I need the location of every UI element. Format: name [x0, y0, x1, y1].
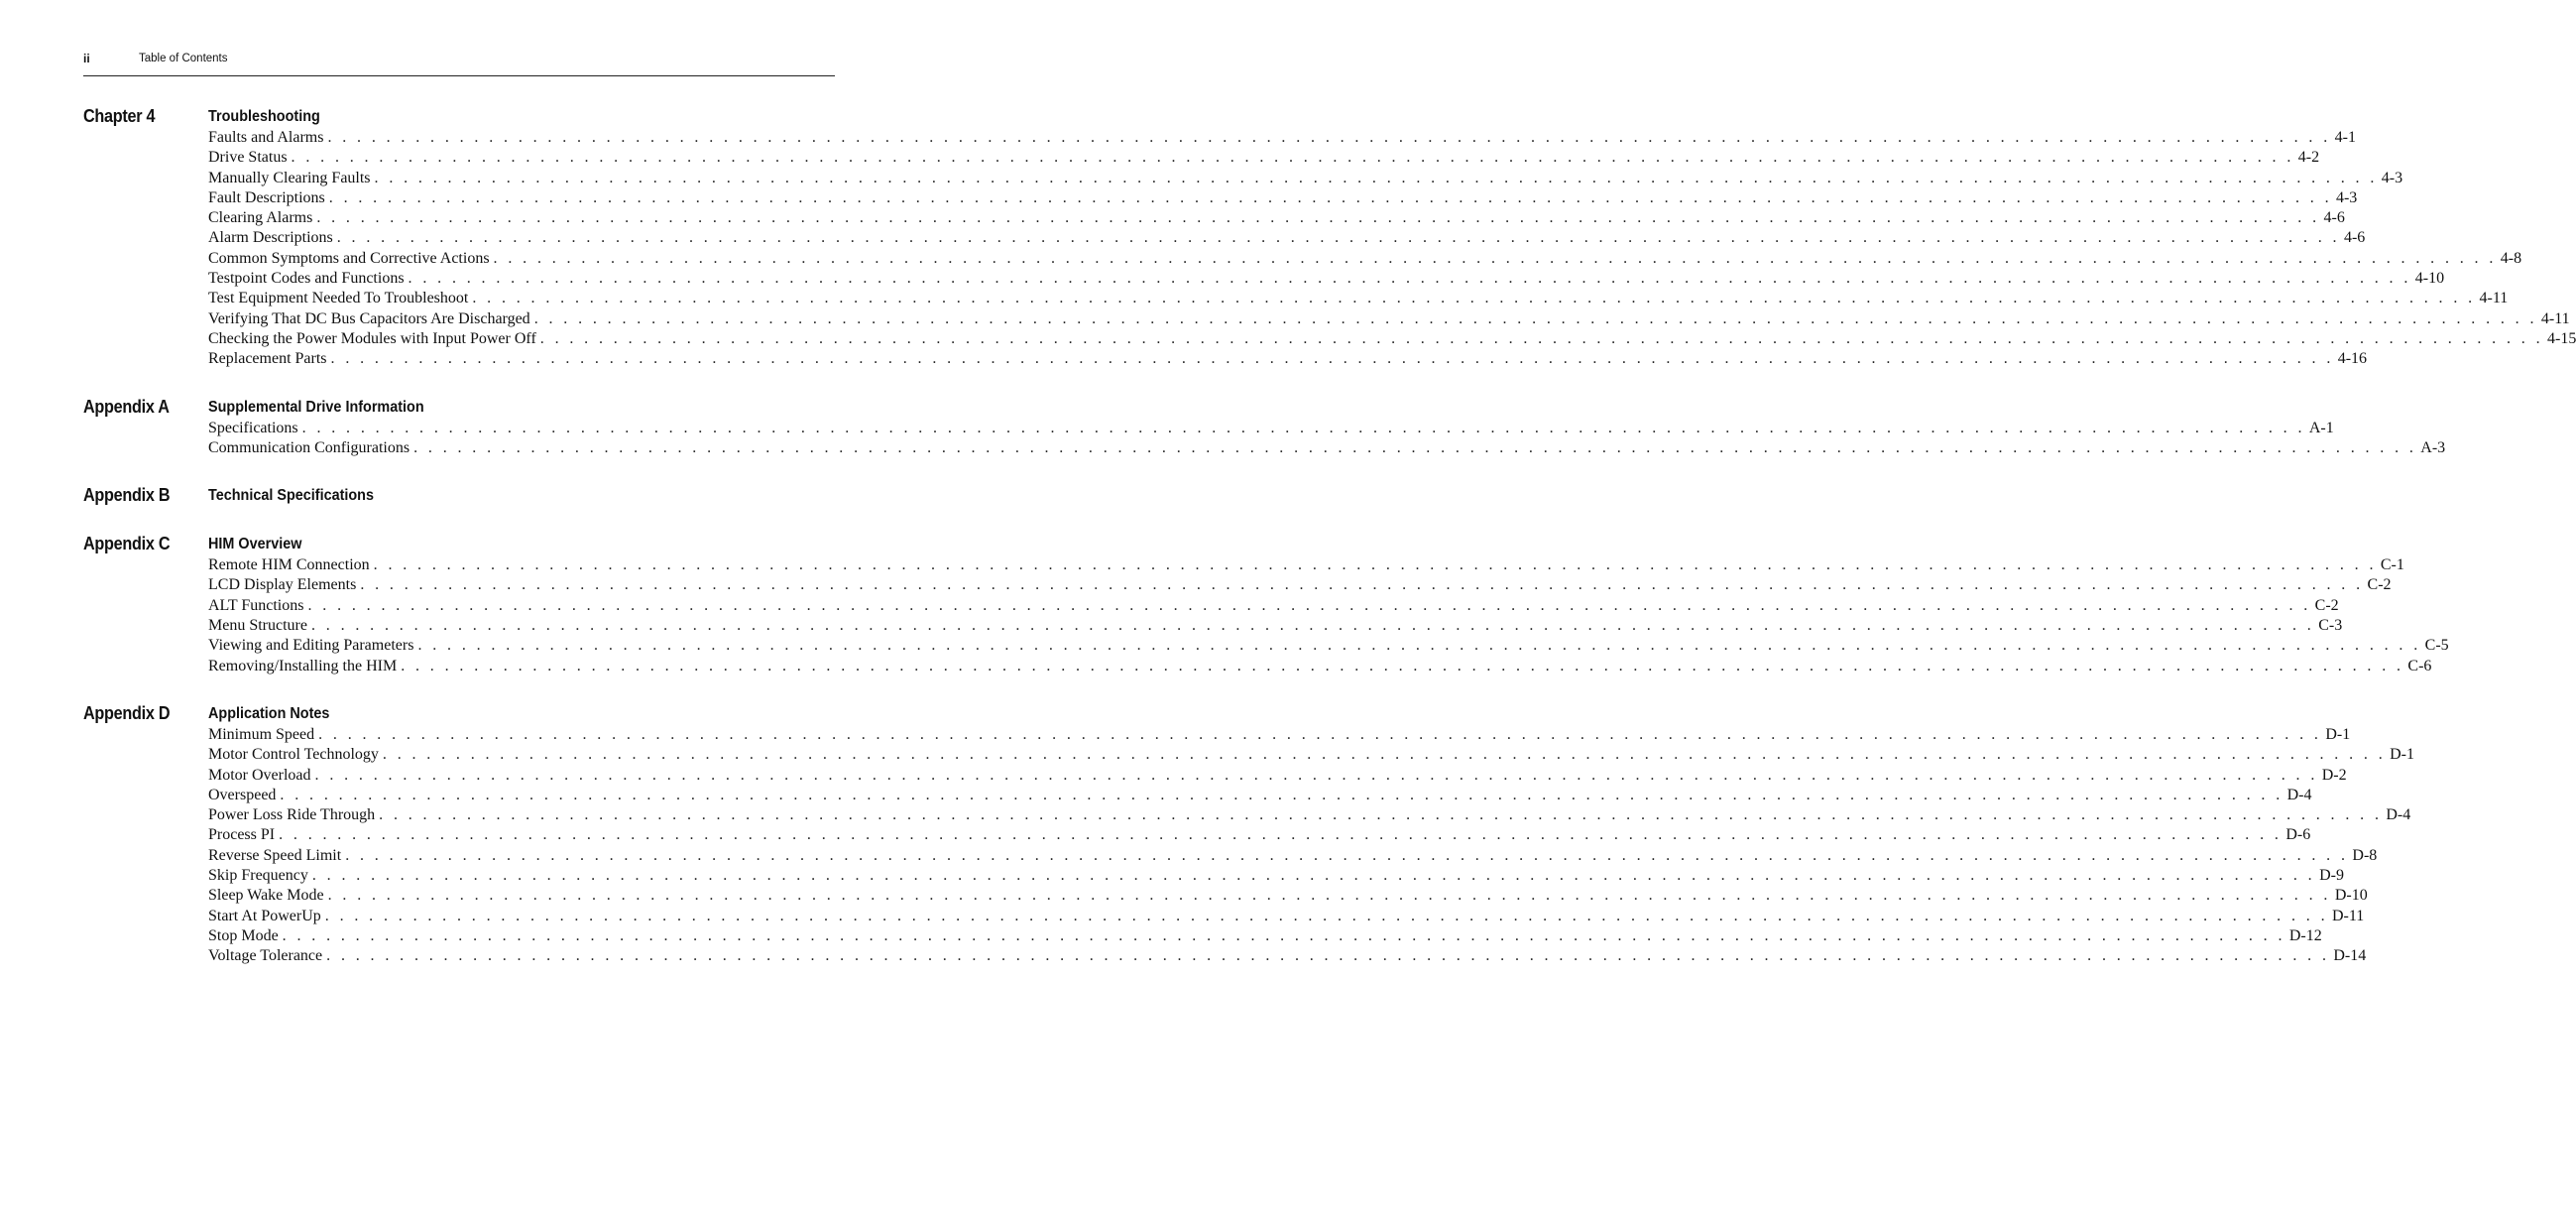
toc-entry[interactable]	[208, 269, 2445, 289]
dot-leader: . . . . . . . . . . . . . . . . . . . . . . . . . . . . . . . . . . . . . . . . . . . . . . . . . . . . . . . . . . . . . . . . . . . . . . . . . . . . . . . . . . . . . . . . . . . . . . . . . . . . . . . . . . . . . . . . . . . . . . . . . . . . . . . . . . . . . . . . .	[326, 947, 2330, 965]
entry-page-number[interactable]: D-2	[2321, 766, 2347, 784]
toc-entry[interactable]	[208, 309, 2570, 329]
toc-entry[interactable]	[208, 657, 2432, 676]
entry-title[interactable]: ALT Functions	[208, 596, 304, 614]
entry-page-number[interactable]: 4-16	[2337, 350, 2368, 368]
entry-title[interactable]: Motor Overload	[208, 766, 311, 784]
toc-entry[interactable]	[208, 228, 2366, 248]
toc-entry[interactable]	[208, 169, 2403, 188]
entry-title[interactable]: Sleep Wake Mode	[208, 887, 324, 905]
section-title[interactable]: Troubleshooting	[208, 108, 320, 125]
entry-title[interactable]: Removing/Installing the HIM	[208, 657, 398, 674]
section-label: Appendix A	[83, 396, 170, 417]
table-of-contents	[83, 106, 2576, 994]
entry-title[interactable]: Checking the Power Modules with Input Power Off	[208, 329, 536, 347]
toc-entry[interactable]	[208, 886, 2368, 906]
entry-page-number[interactable]: D-9	[2319, 867, 2344, 885]
entry-page-number[interactable]: 4-6	[2323, 209, 2345, 227]
entry-page-number[interactable]: 4-11	[2479, 290, 2509, 307]
entry-title[interactable]: Power Loss Ride Through	[208, 806, 376, 824]
dot-leader: . . . . . . . . . . . . . . . . . . . . . . . . . . . . . . . . . . . . . . . . . . . . . . . . . . . . . . . . . . . . . . . . . . . . . . . . . . . . . . . . . . . . . . . . . . . . . . . . . . . . . . . . . . . . . . . . . . . . . . . . . . . . . . . . . . . . . . . . .	[413, 438, 2417, 456]
entry-list	[208, 725, 2414, 967]
entry-page-number[interactable]: D-10	[2334, 887, 2368, 905]
entry-list	[208, 128, 2576, 370]
section-title[interactable]: Supplemental Drive Information	[208, 398, 424, 416]
toc-entry[interactable]	[208, 745, 2414, 765]
entry-page-number[interactable]: A-3	[2420, 438, 2446, 456]
dot-leader: . . . . . . . . . . . . . . . . . . . . . . . . . . . . . . . . . . . . . . . . . . . . . . . . . . . . . . . . . . . . . . . . . . . . . . . . . . . . . . . . . . . . . . . . . . . . . . . . . . . . . . . . . . . . . . . . . . . . . . . . . . . . . . . . . . . . . . . . .	[360, 576, 2364, 594]
entry-title[interactable]: Specifications	[208, 419, 298, 436]
entry-page-number[interactable]: 4-2	[2297, 149, 2320, 167]
dot-leader: . . . . . . . . . . . . . . . . . . . . . . . . . . . . . . . . . . . . . . . . . . . . . . . . . . . . . . . . . . . . . . . . . . . . . . . . . . . . . . . . . . . . . . . . . . . . . . . . . . . . . . . . . . . . . . . . . . . . . . . . . . . . . . . . . . . . . . . . .	[310, 617, 2315, 635]
dot-leader: . . . . . . . . . . . . . . . . . . . . . . . . . . . . . . . . . . . . . . . . . . . . . . . . . . . . . . . . . . . . . . . . . . . . . . . . . . . . . . . . . . . . . . . . . . . . . . . . . . . . . . . . . . . . . . . . . . . . . . . . . . . . . . . . . . . . . . . . .	[382, 746, 2387, 764]
page-header	[83, 52, 835, 76]
entry-title[interactable]: Stop Mode	[208, 926, 279, 944]
toc-entry[interactable]	[208, 636, 2449, 656]
dot-leader: . . . . . . . . . . . . . . . . . . . . . . . . . . . . . . . . . . . . . . . . . . . . . . . . . . . . . . . . . . . . . . . . . . . . . . . . . . . . . . . . . . . . . . . . . . . . . . . . . . . . . . . . . . . . . . . . . . . . . . . . . . . . . . . . . . . . . . . . .	[417, 637, 2421, 655]
toc-entry[interactable]	[208, 846, 2378, 866]
entry-title[interactable]: Alarm Descriptions	[208, 229, 333, 247]
toc-entry[interactable]	[208, 438, 2446, 458]
entry-list	[208, 419, 2446, 459]
dot-leader: . . . . . . . . . . . . . . . . . . . . . . . . . . . . . . . . . . . . . . . . . . . . . . . . . . . . . . . . . . . . . . . . . . . . . . . . . . . . . . . . . . . . . . . . . . . . . . . . . . . . . . . . . . . . . . . . . . . . . . . . . . . . . . . . . . . . . . . . .	[316, 209, 2320, 227]
section-label: Chapter 4	[83, 106, 156, 126]
entry-title[interactable]: Process PI	[208, 826, 276, 844]
toc-entry[interactable]	[208, 555, 2404, 575]
dot-leader: . . . . . . . . . . . . . . . . . . . . . . . . . . . . . . . . . . . . . . . . . . . . . . . . . . . . . . . . . . . . . . . . . . . . . . . . . . . . . . . . . . . . . . . . . . . . . . . . . . . . . . . . . . . . . . . . . . . . . . . . . . . . . . . . . . . . . . . . .	[493, 249, 2497, 267]
entry-title[interactable]: Drive Status	[208, 149, 288, 167]
toc-section	[83, 534, 2449, 676]
entry-list	[208, 555, 2449, 676]
entry-page-number[interactable]: C-6	[2407, 657, 2432, 674]
dot-leader: . . . . . . . . . . . . . . . . . . . . . . . . . . . . . . . . . . . . . . . . . . . . . . . . . . . . . . . . . . . . . . . . . . . . . . . . . . . . . . . . . . . . . . . . . . . . . . . . . . . . . . . . . . . . . . . . . . . . . . . . . . . . . . . . . . . . . . . . .	[318, 725, 2322, 743]
dot-leader: . . . . . . . . . . . . . . . . . . . . . . . . . . . . . . . . . . . . . . . . . . . . . . . . . . . . . . . . . . . . . . . . . . . . . . . . . . . . . . . . . . . . . . . . . . . . . . . . . . . . . . . . . . . . . . . . . . . . . . . . . . . . . . . . . . . . . . . . .	[314, 766, 2318, 784]
entry-title[interactable]: Common Symptoms and Corrective Actions	[208, 249, 490, 267]
entry-page-number[interactable]: D-4	[2386, 806, 2411, 824]
entry-title[interactable]: Fault Descriptions	[208, 188, 325, 206]
entry-title[interactable]: Remote HIM Connection	[208, 556, 370, 574]
section-label: Appendix D	[83, 702, 171, 723]
entry-title[interactable]: Skip Frequency	[208, 867, 308, 885]
entry-page-number[interactable]: C-5	[2424, 637, 2449, 655]
toc-entry[interactable]	[208, 289, 2509, 308]
entry-page-number[interactable]: D-4	[2286, 786, 2312, 803]
running-title: Table of Contents	[139, 53, 228, 64]
entry-title[interactable]: Communication Configurations	[208, 438, 410, 456]
dot-leader: . . . . . . . . . . . . . . . . . . . . . . . . . . . . . . . . . . . . . . . . . . . . . . . . . . . . . . . . . . . . . . . . . . . . . . . . . . . . . . . . . . . . . . . . . . . . . . . . . . . . . . . . . . . . . . . . . . . . . . . . . . . . . . . . . . . . . . . . .	[279, 826, 2283, 844]
entry-page-number[interactable]: A-1	[2308, 419, 2334, 436]
toc-entry[interactable]	[208, 616, 2343, 636]
section-body	[208, 534, 2449, 676]
toc-entry[interactable]	[208, 128, 2356, 148]
dot-leader: . . . . . . . . . . . . . . . . . . . . . . . . . . . . . . . . . . . . . . . . . . . . . . . . . . . . . . . . . . . . . . . . . . . . . . . . . . . . . . . . . . . . . . . . . . . . . . . . . . . . . . . . . . . . . . . . . . . . . . . . . . . . . . . . . . . . . . . . .	[280, 786, 2283, 803]
section-label: Appendix B	[83, 485, 171, 506]
entry-title[interactable]: Motor Control Technology	[208, 746, 379, 764]
dot-leader: . . . . . . . . . . . . . . . . . . . . . . . . . . . . . . . . . . . . . . . . . . . . . . . . . . . . . . . . . . . . . . . . . . . . . . . . . . . . . . . . . . . . . . . . . . . . . . . . . . . . . . . . . . . . . . . . . . . . . . . . . . . . . . . . . . . . . . . . .	[311, 867, 2316, 885]
dot-leader: . . . . . . . . . . . . . . . . . . . . . . . . . . . . . . . . . . . . . . . . . . . . . . . . . . . . . . . . . . . . . . . . . . . . . . . . . . . . . . . . . . . . . . . . . . . . . . . . . . . . . . . . . . . . . . . . . . . . . . . . . . . . . . . . . . . . . . . . .	[539, 329, 2543, 347]
entry-title[interactable]: Minimum Speed	[208, 725, 315, 743]
dot-leader: . . . . . . . . . . . . . . . . . . . . . . . . . . . . . . . . . . . . . . . . . . . . . . . . . . . . . . . . . . . . . . . . . . . . . . . . . . . . . . . . . . . . . . . . . . . . . . . . . . . . . . . . . . . . . . . . . . . . . . . . . . . . . . . . . . . . . . . . .	[408, 270, 2411, 288]
dot-leader: . . . . . . . . . . . . . . . . . . . . . . . . . . . . . . . . . . . . . . . . . . . . . . . . . . . . . . . . . . . . . . . . . . . . . . . . . . . . . . . . . . . . . . . . . . . . . . . . . . . . . . . . . . . . . . . . . . . . . . . . . . . . . . . . . . . . . . . . .	[472, 290, 2476, 307]
toc-entry[interactable]	[208, 786, 2312, 805]
entry-page-number[interactable]: 4-6	[2343, 229, 2366, 247]
dot-leader: . . . . . . . . . . . . . . . . . . . . . . . . . . . . . . . . . . . . . . . . . . . . . . . . . . . . . . . . . . . . . . . . . . . . . . . . . . . . . . . . . . . . . . . . . . . . . . . . . . . . . . . . . . . . . . . . . . . . . . . . . . . . . . . . . . . . . . . . .	[330, 350, 2334, 368]
entry-page-number[interactable]: 4-3	[2381, 169, 2403, 186]
entry-title[interactable]: Replacement Parts	[208, 350, 327, 368]
entry-title[interactable]: Start At PowerUp	[208, 907, 321, 924]
entry-page-number[interactable]: D-8	[2352, 846, 2378, 864]
toc-entry[interactable]	[208, 148, 2320, 168]
dot-leader: . . . . . . . . . . . . . . . . . . . . . . . . . . . . . . . . . . . . . . . . . . . . . . . . . . . . . . . . . . . . . . . . . . . . . . . . . . . . . . . . . . . . . . . . . . . . . . . . . . . . . . . . . . . . . . . . . . . . . . . . . . . . . . . . . . . . . . . . .	[345, 846, 2349, 864]
entry-title[interactable]: Menu Structure	[208, 617, 307, 635]
entry-title[interactable]: Voltage Tolerance	[208, 947, 323, 965]
section-title[interactable]: HIM Overview	[208, 536, 302, 553]
toc-entry[interactable]	[208, 329, 2576, 349]
toc-entry[interactable]	[208, 349, 2368, 369]
entry-page-number[interactable]: D-11	[2331, 907, 2365, 924]
entry-page-number[interactable]: D-1	[2325, 725, 2351, 743]
toc-entry[interactable]	[208, 825, 2311, 845]
entry-page-number[interactable]: 4-8	[2500, 249, 2522, 267]
toc-section	[83, 485, 835, 507]
dot-leader: . . . . . . . . . . . . . . . . . . . . . . . . . . . . . . . . . . . . . . . . . . . . . . . . . . . . . . . . . . . . . . . . . . . . . . . . . . . . . . . . . . . . . . . . . . . . . . . . . . . . . . . . . . . . . . . . . . . . . . . . . . . . . . . . . . . . . . . . .	[307, 596, 2311, 614]
toc-entry[interactable]	[208, 946, 2367, 966]
dot-leader: . . . . . . . . . . . . . . . . . . . . . . . . . . . . . . . . . . . . . . . . . . . . . . . . . . . . . . . . . . . . . . . . . . . . . . . . . . . . . . . . . . . . . . . . . . . . . . . . . . . . . . . . . . . . . . . . . . . . . . . . . . . . . . . . . . . . . . . . .	[282, 926, 2285, 944]
entry-title[interactable]: Test Equipment Needed To Troubleshoot	[208, 290, 469, 307]
entry-page-number[interactable]: D-14	[2333, 947, 2367, 965]
page-number: ii	[83, 52, 90, 65]
entry-title[interactable]: LCD Display Elements	[208, 576, 357, 594]
dot-leader: . . . . . . . . . . . . . . . . . . . . . . . . . . . . . . . . . . . . . . . . . . . . . . . . . . . . . . . . . . . . . . . . . . . . . . . . . . . . . . . . . . . . . . . . . . . . . . . . . . . . . . . . . . . . . . . . . . . . . . . . . . . . . . . . . . . . . . . . .	[336, 229, 2340, 247]
entry-title[interactable]: Testpoint Codes and Functions	[208, 270, 405, 288]
entry-page-number[interactable]: C-2	[2314, 596, 2339, 614]
section-body	[208, 397, 2446, 459]
entry-page-number[interactable]: 4-11	[2540, 309, 2570, 327]
dot-leader: . . . . . . . . . . . . . . . . . . . . . . . . . . . . . . . . . . . . . . . . . . . . . . . . . . . . . . . . . . . . . . . . . . . . . . . . . . . . . . . . . . . . . . . . . . . . . . . . . . . . . . . . . . . . . . . . . . . . . . . . . . . . . . . . . . . . . . . . .	[328, 188, 2332, 206]
toc-entry[interactable]	[208, 907, 2365, 926]
entry-page-number[interactable]: C-2	[2367, 576, 2392, 594]
entry-page-number[interactable]: 4-1	[2334, 129, 2356, 146]
toc-entry[interactable]	[208, 866, 2344, 886]
dot-leader: . . . . . . . . . . . . . . . . . . . . . . . . . . . . . . . . . . . . . . . . . . . . . . . . . . . . . . . . . . . . . . . . . . . . . . . . . . . . . . . . . . . . . . . . . . . . . . . . . . . . . . . . . . . . . . . . . . . . . . . . . . . . . . . . . . . . . . . . .	[324, 907, 2328, 924]
toc-entry[interactable]	[208, 766, 2347, 786]
entry-page-number[interactable]: 4-10	[2414, 270, 2445, 288]
section-title[interactable]: Technical Specifications	[208, 487, 374, 505]
dot-leader: . . . . . . . . . . . . . . . . . . . . . . . . . . . . . . . . . . . . . . . . . . . . . . . . . . . . . . . . . . . . . . . . . . . . . . . . . . . . . . . . . . . . . . . . . . . . . . . . . . . . . . . . . . . . . . . . . . . . . . . . . . . . . . . . . . . . . . . . .	[379, 806, 2383, 824]
toc-entry[interactable]	[208, 419, 2334, 438]
dot-leader: . . . . . . . . . . . . . . . . . . . . . . . . . . . . . . . . . . . . . . . . . . . . . . . . . . . . . . . . . . . . . . . . . . . . . . . . . . . . . . . . . . . . . . . . . . . . . . . . . . . . . . . . . . . . . . . . . . . . . . . . . . . . . . . . . . . . . . . . .	[401, 657, 2404, 674]
toc-entry[interactable]	[208, 188, 2358, 208]
toc-entry[interactable]	[208, 575, 2392, 595]
dot-leader: . . . . . . . . . . . . . . . . . . . . . . . . . . . . . . . . . . . . . . . . . . . . . . . . . . . . . . . . . . . . . . . . . . . . . . . . . . . . . . . . . . . . . . . . . . . . . . . . . . . . . . . . . . . . . . . . . . . . . . . . . . . . . . . . . . . . . . . . .	[327, 129, 2331, 146]
toc-entry[interactable]	[208, 208, 2345, 228]
entry-title[interactable]: Verifying That DC Bus Capacitors Are Discharged	[208, 309, 530, 327]
section-title[interactable]: Application Notes	[208, 704, 330, 722]
entry-page-number[interactable]: C-1	[2380, 556, 2404, 574]
dot-leader: . . . . . . . . . . . . . . . . . . . . . . . . . . . . . . . . . . . . . . . . . . . . . . . . . . . . . . . . . . . . . . . . . . . . . . . . . . . . . . . . . . . . . . . . . . . . . . . . . . . . . . . . . . . . . . . . . . . . . . . . . . . . . . . . . . . . . . . . .	[291, 149, 2294, 167]
dot-leader: . . . . . . . . . . . . . . . . . . . . . . . . . . . . . . . . . . . . . . . . . . . . . . . . . . . . . . . . . . . . . . . . . . . . . . . . . . . . . . . . . . . . . . . . . . . . . . . . . . . . . . . . . . . . . . . . . . . . . . . . . . . . . . . . . . . . . . . . .	[373, 556, 2377, 574]
dot-leader: . . . . . . . . . . . . . . . . . . . . . . . . . . . . . . . . . . . . . . . . . . . . . . . . . . . . . . . . . . . . . . . . . . . . . . . . . . . . . . . . . . . . . . . . . . . . . . . . . . . . . . . . . . . . . . . . . . . . . . . . . . . . . . . . . . . . . . . . .	[327, 887, 2331, 905]
dot-leader: . . . . . . . . . . . . . . . . . . . . . . . . . . . . . . . . . . . . . . . . . . . . . . . . . . . . . . . . . . . . . . . . . . . . . . . . . . . . . . . . . . . . . . . . . . . . . . . . . . . . . . . . . . . . . . . . . . . . . . . . . . . . . . . . . . . . . . . . .	[374, 169, 2378, 186]
entry-page-number[interactable]: D-1	[2390, 746, 2414, 764]
entry-title[interactable]: Manually Clearing Faults	[208, 169, 371, 186]
entry-page-number[interactable]: D-12	[2288, 926, 2322, 944]
toc-section	[83, 106, 2576, 370]
entry-page-number[interactable]: D-6	[2285, 826, 2311, 844]
toc-entry[interactable]	[208, 805, 2411, 825]
section-body	[208, 703, 2414, 967]
toc-entry[interactable]	[208, 596, 2339, 616]
entry-page-number[interactable]: 4-15	[2546, 329, 2576, 347]
section-body	[208, 485, 835, 507]
section-body	[208, 106, 2576, 370]
toc-section	[83, 396, 2446, 459]
section-label: Appendix C	[83, 534, 171, 554]
toc-entry[interactable]	[208, 249, 2522, 269]
entry-title[interactable]: Overspeed	[208, 786, 277, 803]
dot-leader: . . . . . . . . . . . . . . . . . . . . . . . . . . . . . . . . . . . . . . . . . . . . . . . . . . . . . . . . . . . . . . . . . . . . . . . . . . . . . . . . . . . . . . . . . . . . . . . . . . . . . . . . . . . . . . . . . . . . . . . . . . . . . . . . . . . . . . . . .	[301, 419, 2305, 436]
entry-title[interactable]: Viewing and Editing Parameters	[208, 637, 414, 655]
toc-entry[interactable]	[208, 725, 2351, 745]
dot-leader: . . . . . . . . . . . . . . . . . . . . . . . . . . . . . . . . . . . . . . . . . . . . . . . . . . . . . . . . . . . . . . . . . . . . . . . . . . . . . . . . . . . . . . . . . . . . . . . . . . . . . . . . . . . . . . . . . . . . . . . . . . . . . . . . . . . . . . . . .	[533, 309, 2537, 327]
entry-title[interactable]: Faults and Alarms	[208, 129, 324, 146]
toc-section	[83, 702, 2414, 967]
entry-title[interactable]: Clearing Alarms	[208, 209, 313, 227]
entry-page-number[interactable]: 4-3	[2335, 188, 2358, 206]
entry-title[interactable]: Reverse Speed Limit	[208, 846, 342, 864]
toc-entry[interactable]	[208, 926, 2322, 946]
entry-page-number[interactable]: C-3	[2318, 617, 2343, 635]
